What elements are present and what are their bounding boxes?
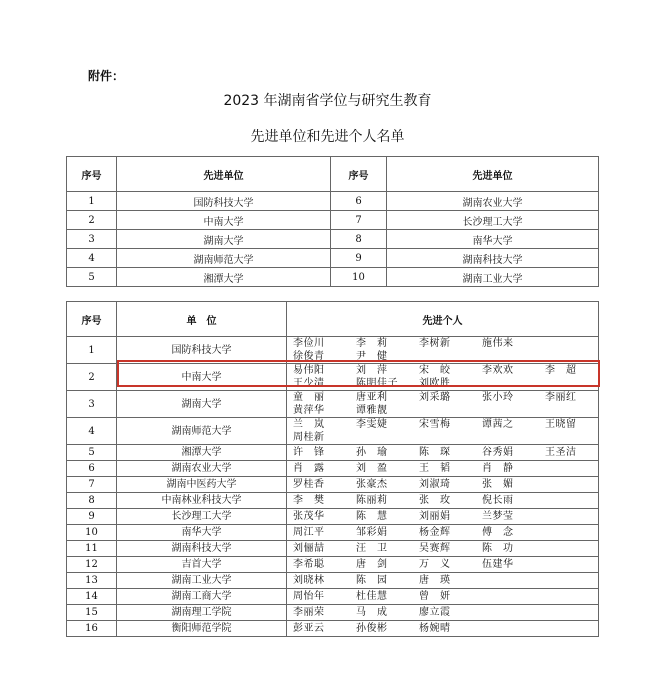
row-number: 8 <box>67 493 117 509</box>
individual-names <box>287 493 599 509</box>
row-number: 1 <box>67 192 117 211</box>
person-name: 傅 念 <box>482 527 514 538</box>
person-name: 廖立霞 <box>419 607 451 618</box>
unit-name: 南华大学 <box>117 525 287 541</box>
table-row <box>67 525 599 541</box>
column-header: 先进单位 <box>387 157 599 192</box>
person-name: 谭茜之 <box>482 419 514 430</box>
individual-names <box>287 541 599 557</box>
person-name: 宋 皎 <box>419 365 451 376</box>
column-header: 先进单位 <box>117 157 331 192</box>
person-name: 黄萍华 <box>293 405 325 416</box>
person-name: 刘欧胜 <box>419 378 451 389</box>
highlight-box <box>117 360 600 387</box>
person-name: 汪 卫 <box>356 543 388 554</box>
unit-name: 国防科技大学 <box>117 192 331 211</box>
individual-names <box>287 573 599 589</box>
table-row <box>67 211 599 230</box>
person-name: 刘晓林 <box>293 575 325 586</box>
person-name: 陈 慧 <box>356 511 388 522</box>
row-number: 13 <box>67 573 117 589</box>
person-name: 刘采璐 <box>419 392 451 403</box>
row-number: 10 <box>67 525 117 541</box>
row-number: 8 <box>331 230 387 249</box>
unit-name: 湖南大学 <box>117 230 331 249</box>
unit-name: 湖南中医药大学 <box>117 477 287 493</box>
person-name: 杜佳慧 <box>356 591 388 602</box>
person-name: 彭亚云 <box>293 623 325 634</box>
individual-names <box>287 477 599 493</box>
table-row <box>67 557 599 573</box>
unit-name: 湖南师范大学 <box>117 249 331 268</box>
table-row <box>67 445 599 461</box>
row-number: 9 <box>331 249 387 268</box>
row-number: 4 <box>67 249 117 268</box>
row-number: 6 <box>331 192 387 211</box>
row-number: 12 <box>67 557 117 573</box>
person-name <box>545 337 599 350</box>
unit-name: 长沙理工大学 <box>117 509 287 525</box>
person-name: 唐亚利 <box>356 392 388 403</box>
table-row <box>67 268 599 287</box>
person-name: 王 韬 <box>419 463 451 474</box>
unit-name: 中南大学 <box>117 364 287 391</box>
table-row <box>67 391 599 418</box>
person-name: 李雯婕 <box>356 419 388 430</box>
individual-names <box>287 418 599 445</box>
person-name: 周桂新 <box>293 432 325 443</box>
individual-names <box>287 525 599 541</box>
table-row <box>67 605 599 621</box>
individual-names <box>287 391 599 418</box>
row-number: 11 <box>67 541 117 557</box>
individual-names <box>287 445 599 461</box>
person-name: 刘淑琦 <box>419 479 451 490</box>
unit-name: 湖南工业大学 <box>387 268 599 287</box>
row-number: 2 <box>67 364 117 391</box>
person-name: 肖 静 <box>482 463 514 474</box>
row-number: 1 <box>67 337 117 364</box>
unit-name: 湖南农业大学 <box>117 461 287 477</box>
row-number: 14 <box>67 589 117 605</box>
document-subtitle: 先进单位和先进个人名单 <box>250 129 405 145</box>
person-name: 马 成 <box>356 607 388 618</box>
person-name: 许 锋 <box>293 447 325 458</box>
person-name: 李 超 <box>545 365 577 376</box>
table-row <box>67 477 599 493</box>
individual-names <box>287 589 599 605</box>
unit-name: 中南大学 <box>117 211 331 230</box>
unit-name: 湘潭大学 <box>117 268 331 287</box>
document-title: 2023 年湖南省学位与研究生教育 <box>223 93 432 109</box>
person-name: 李丽红 <box>545 392 577 403</box>
individual-names <box>287 509 599 525</box>
table-row <box>67 509 599 525</box>
person-name: 曾 妍 <box>419 591 451 602</box>
advanced-individuals-table <box>66 301 599 637</box>
person-name: 徐俊青 <box>293 351 325 362</box>
unit-name: 湖南农业大学 <box>387 192 599 211</box>
person-name: 陈 园 <box>356 575 388 586</box>
person-name: 王圣洁 <box>545 447 577 458</box>
person-name: 肖 露 <box>293 463 325 474</box>
person-name: 李欢欢 <box>482 365 514 376</box>
person-name: 童 丽 <box>293 392 325 403</box>
table-row <box>67 192 599 211</box>
person-name: 兰梦莹 <box>482 511 514 522</box>
person-name: 李俭川 <box>293 338 325 349</box>
person-name: 唐 瑛 <box>419 575 451 586</box>
table-row <box>67 461 599 477</box>
person-name: 王晓留 <box>545 419 577 430</box>
unit-name: 长沙理工大学 <box>387 211 599 230</box>
person-name: 谷秀娟 <box>482 447 514 458</box>
unit-name: 湖南师范大学 <box>117 418 287 445</box>
person-name: 孙 瑜 <box>356 447 388 458</box>
table-header-row <box>67 302 599 337</box>
row-number: 5 <box>67 445 117 461</box>
person-name: 宋雪梅 <box>419 419 451 430</box>
person-name: 陈丽莉 <box>356 495 388 506</box>
unit-name: 中南林业科技大学 <box>117 493 287 509</box>
person-name: 尹 健 <box>356 351 388 362</box>
individual-names <box>287 461 599 477</box>
person-name: 施伟来 <box>482 338 514 349</box>
unit-name: 湖南科技大学 <box>387 249 599 268</box>
unit-name: 南华大学 <box>387 230 599 249</box>
person-name: 罗桂香 <box>293 479 325 490</box>
row-number: 7 <box>331 211 387 230</box>
individual-names <box>287 621 599 637</box>
person-name: 唐 剑 <box>356 559 388 570</box>
row-number: 2 <box>67 211 117 230</box>
person-name: 孙俊彬 <box>356 623 388 634</box>
person-name: 张小玲 <box>482 392 514 403</box>
person-name: 刘 萍 <box>356 365 388 376</box>
person-name: 刘俪喆 <box>293 543 325 554</box>
person-name: 谭雅靓 <box>356 405 388 416</box>
person-name: 陈 琛 <box>419 447 451 458</box>
table-row <box>67 418 599 445</box>
row-number: 6 <box>67 461 117 477</box>
row-number: 3 <box>67 391 117 418</box>
person-name: 李希聪 <box>293 559 325 570</box>
row-number: 10 <box>331 268 387 287</box>
person-name: 周江平 <box>293 527 325 538</box>
row-number: 7 <box>67 477 117 493</box>
unit-name: 湖南工业大学 <box>117 573 287 589</box>
unit-name: 湖南理工学院 <box>117 605 287 621</box>
row-number: 5 <box>67 268 117 287</box>
unit-name: 吉首大学 <box>117 557 287 573</box>
person-name: 刘 盈 <box>356 463 388 474</box>
table-row <box>67 230 599 249</box>
person-name: 王少清 <box>293 378 325 389</box>
unit-name: 湖南工商大学 <box>117 589 287 605</box>
table-row <box>67 249 599 268</box>
person-name: 倪长雨 <box>482 495 514 506</box>
row-number: 4 <box>67 418 117 445</box>
unit-name: 衡阳师范学院 <box>117 621 287 637</box>
person-name: 张茂华 <box>293 511 325 522</box>
table-row <box>67 589 599 605</box>
person-name: 李丽荣 <box>293 607 325 618</box>
person-name: 吴赛辉 <box>419 543 451 554</box>
person-name: 周怡年 <box>293 591 325 602</box>
unit-name: 湖南大学 <box>117 391 287 418</box>
unit-name: 湘潭大学 <box>117 445 287 461</box>
table-header-row <box>67 157 599 192</box>
column-header: 先进个人 <box>287 302 599 337</box>
row-number: 16 <box>67 621 117 637</box>
person-name: 兰 岚 <box>293 419 325 430</box>
individual-names <box>287 557 599 573</box>
column-header: 单 位 <box>117 302 287 337</box>
row-number: 9 <box>67 509 117 525</box>
person-name: 易伟阳 <box>293 365 325 376</box>
person-name: 刘丽娟 <box>419 511 451 522</box>
person-name: 李 莉 <box>356 338 388 349</box>
attachment-label: 附件： <box>88 69 125 83</box>
table-row <box>67 541 599 557</box>
table-row <box>67 621 599 637</box>
person-name: 张 玫 <box>419 495 451 506</box>
person-name: 李 樊 <box>293 495 325 506</box>
person-name: 杨婉晴 <box>419 623 451 634</box>
person-name: 万 义 <box>419 559 451 570</box>
row-number: 3 <box>67 230 117 249</box>
table-row <box>67 493 599 509</box>
person-name: 张豪杰 <box>356 479 388 490</box>
advanced-units-table <box>66 156 599 287</box>
column-header: 序号 <box>67 302 117 337</box>
person-name: 杨金辉 <box>419 527 451 538</box>
person-name: 伍建华 <box>482 559 514 570</box>
individual-names <box>287 605 599 621</box>
person-name: 陈 功 <box>482 543 514 554</box>
unit-name: 国防科技大学 <box>117 337 287 364</box>
person-name: 邹彩娟 <box>356 527 388 538</box>
row-number: 15 <box>67 605 117 621</box>
person-name: 陈明佳子 <box>356 378 398 389</box>
person-name: 张 媚 <box>482 479 514 490</box>
table-row <box>67 573 599 589</box>
unit-name: 湖南科技大学 <box>117 541 287 557</box>
column-header: 序号 <box>331 157 387 192</box>
column-header: 序号 <box>67 157 117 192</box>
person-name: 李树新 <box>419 338 451 349</box>
